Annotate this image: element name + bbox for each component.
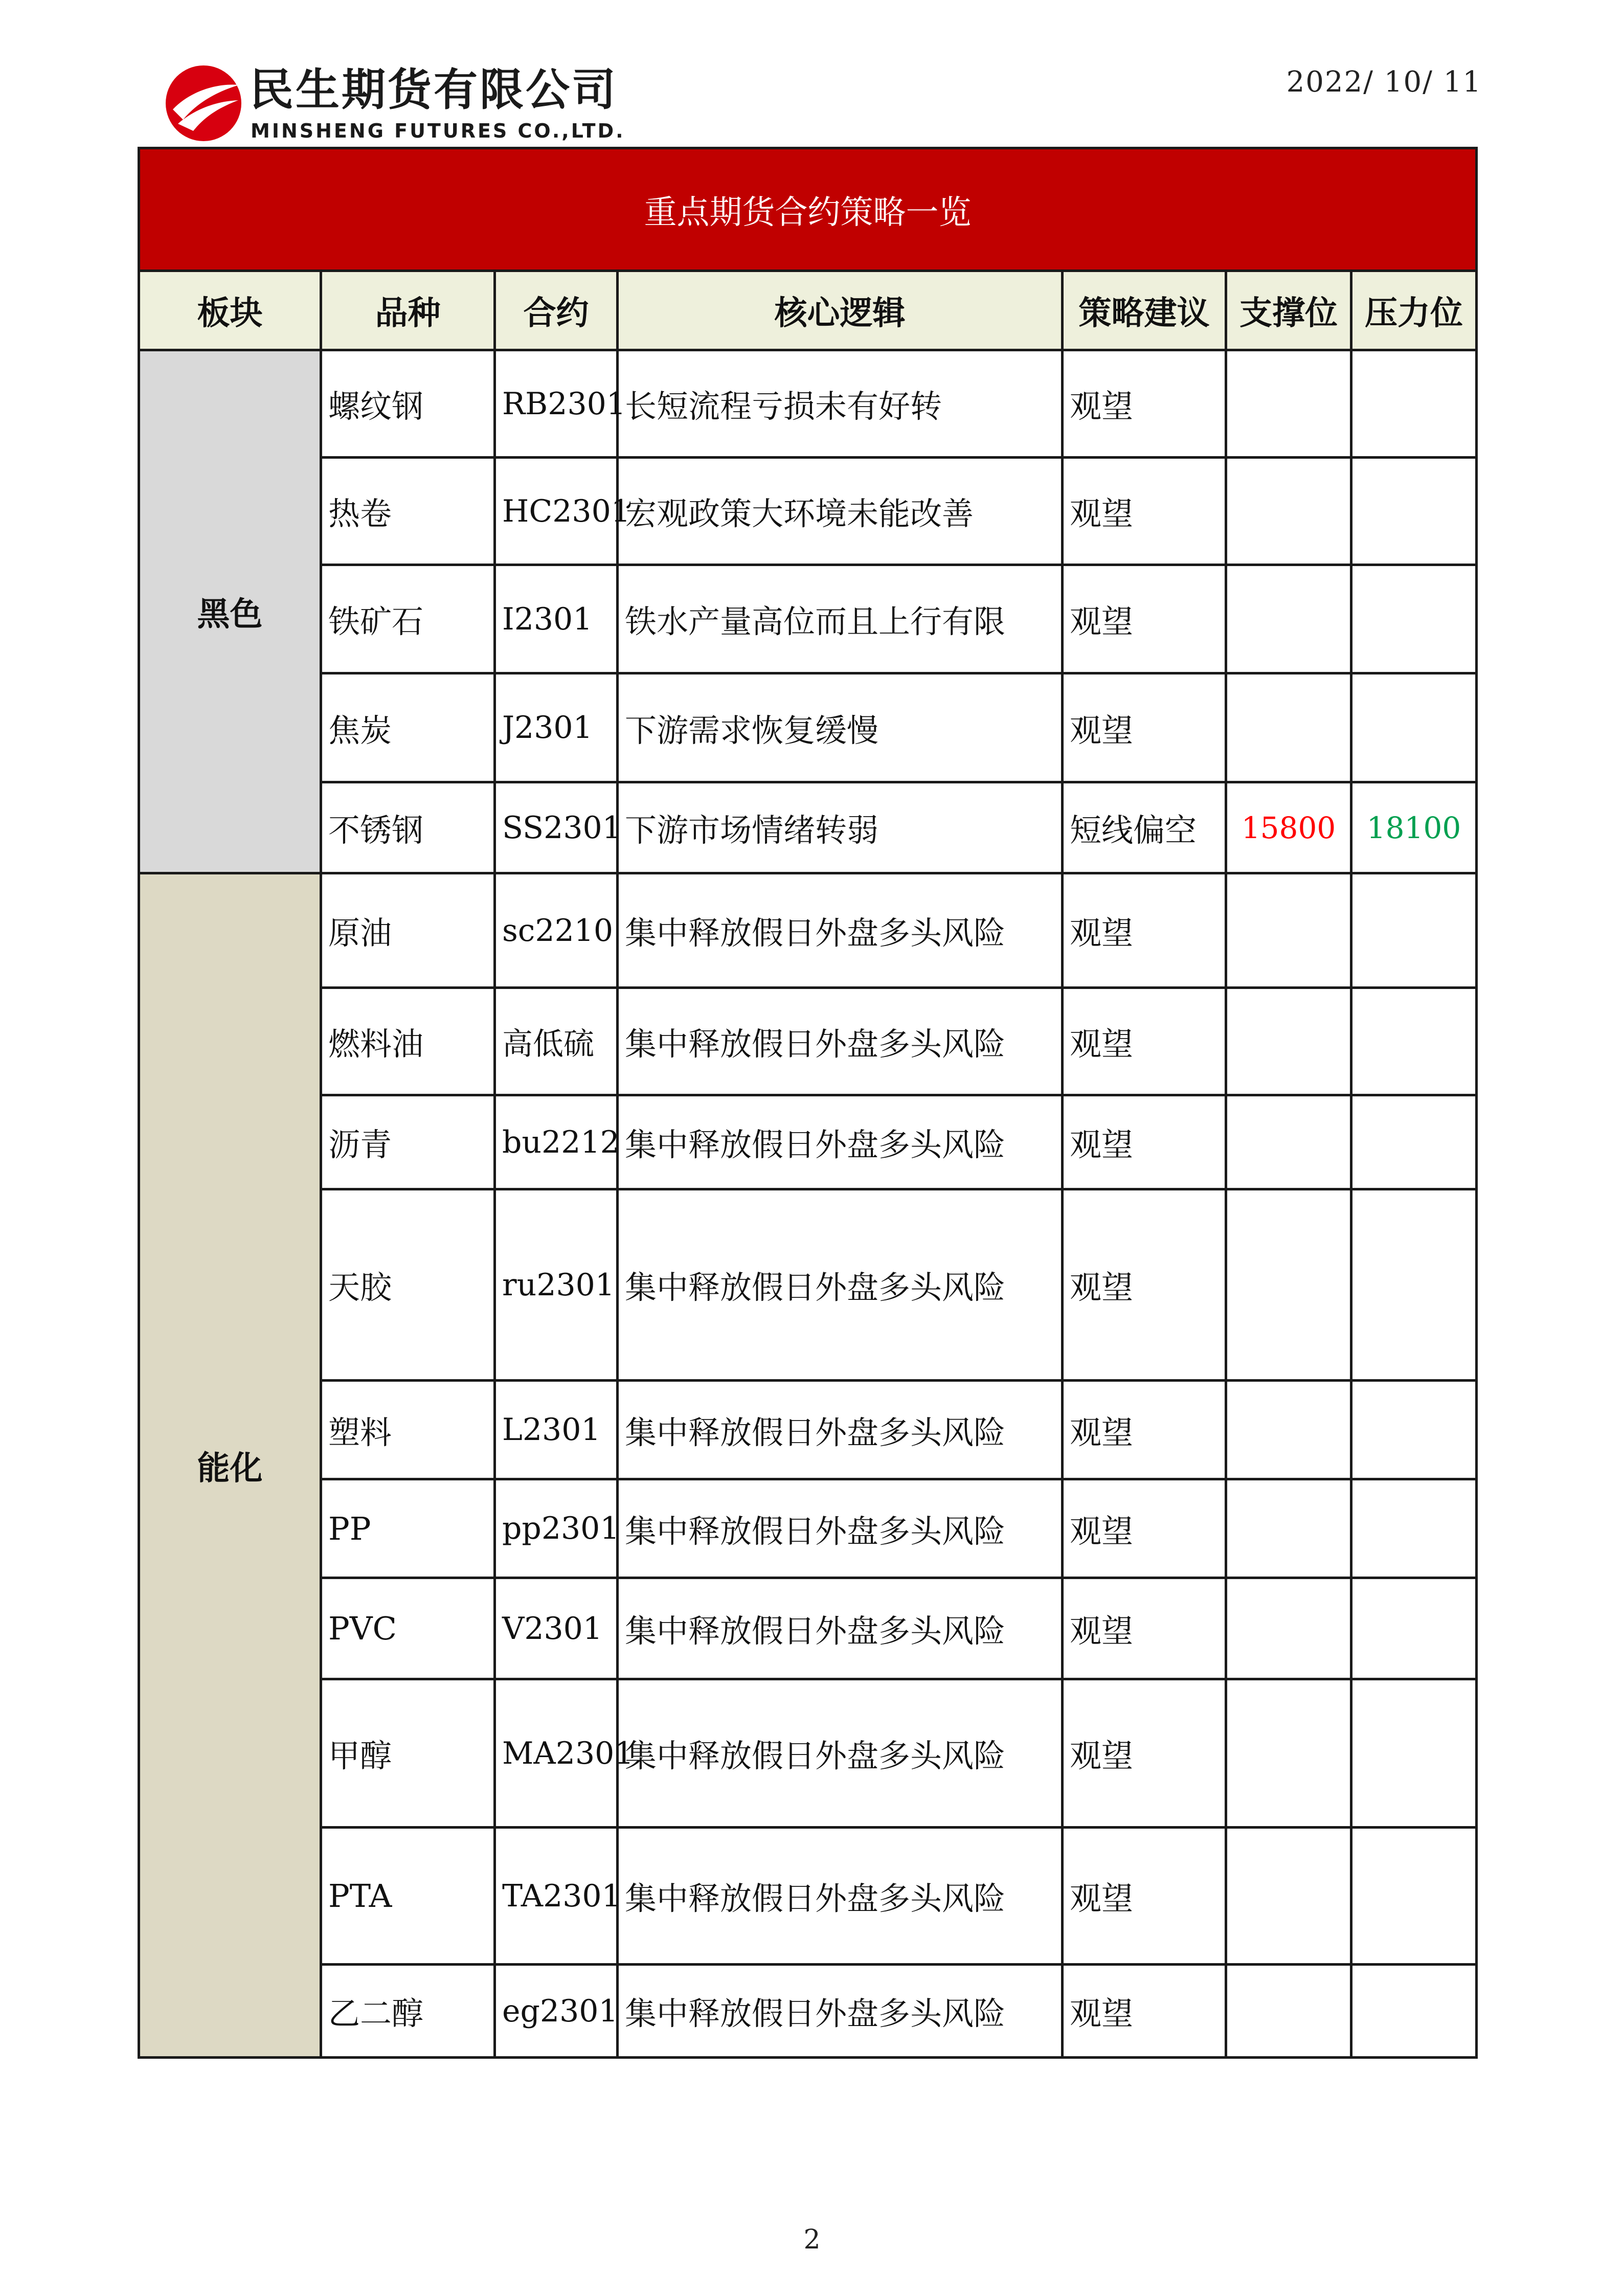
- support-cell: [1226, 873, 1351, 988]
- column-header: 压力位: [1351, 271, 1477, 350]
- logic-cell: 集中释放假日外盘多头风险: [618, 1189, 1063, 1381]
- table-title: 重点期货合约策略一览: [139, 148, 1477, 271]
- strategy-cell: 观望: [1063, 458, 1226, 565]
- variety-cell: 铁矿石: [321, 565, 495, 673]
- pressure-cell: [1351, 1189, 1477, 1381]
- minsheng-logo-icon: [163, 62, 244, 144]
- pressure-cell: [1351, 1578, 1477, 1679]
- contract-cell: eg2301: [495, 1965, 618, 2058]
- strategy-cell: 观望: [1063, 1965, 1226, 2058]
- support-cell: [1226, 673, 1351, 782]
- variety-cell: 螺纹钢: [321, 350, 495, 458]
- strategy-cell: 观望: [1063, 1679, 1226, 1828]
- support-cell: [1226, 1828, 1351, 1965]
- pressure-cell: [1351, 350, 1477, 458]
- variety-cell: PVC: [321, 1578, 495, 1679]
- variety-cell: 天胶: [321, 1189, 495, 1381]
- column-header: 板块: [139, 271, 321, 350]
- logic-cell: 下游需求恢复缓慢: [618, 673, 1063, 782]
- pressure-cell: [1351, 873, 1477, 988]
- table-row: [139, 673, 1477, 782]
- table-title-row: [139, 148, 1477, 271]
- sector-cell-energy: 能化: [139, 873, 321, 2058]
- logic-cell: 集中释放假日外盘多头风险: [618, 1479, 1063, 1578]
- pressure-cell: [1351, 1965, 1477, 2058]
- company-name-cn: 民生期货有限公司: [250, 64, 618, 116]
- contract-cell: TA2301: [495, 1828, 618, 1965]
- pressure-cell: [1351, 1381, 1477, 1479]
- strategy-cell: 观望: [1063, 988, 1226, 1095]
- logic-cell: 集中释放假日外盘多头风险: [618, 1578, 1063, 1679]
- table-row: [139, 1095, 1477, 1189]
- variety-cell: PTA: [321, 1828, 495, 1965]
- strategy-cell: 观望: [1063, 1578, 1226, 1679]
- table-row: [139, 873, 1477, 988]
- pressure-cell: [1351, 565, 1477, 673]
- variety-cell: 热卷: [321, 458, 495, 565]
- contract-cell: ru2301: [495, 1189, 618, 1381]
- table-row: [139, 565, 1477, 673]
- column-header: 合约: [495, 271, 618, 350]
- pressure-cell: [1351, 1479, 1477, 1578]
- pressure-cell: 18100: [1351, 782, 1477, 873]
- column-header: 支撑位: [1226, 271, 1351, 350]
- support-cell: [1226, 565, 1351, 673]
- page-number: 2: [803, 2224, 821, 2255]
- strategy-cell: 观望: [1063, 1381, 1226, 1479]
- logic-cell: 铁水产量高位而且上行有限: [618, 565, 1063, 673]
- contract-cell: HC2301: [495, 458, 618, 565]
- pressure-cell: [1351, 1095, 1477, 1189]
- contract-cell: bu2212: [495, 1095, 618, 1189]
- variety-cell: 沥青: [321, 1095, 495, 1189]
- table-row: [139, 1679, 1477, 1828]
- column-header: 策略建议: [1063, 271, 1226, 350]
- table-row: [139, 1828, 1477, 1965]
- contract-cell: RB2301: [495, 350, 618, 458]
- support-cell: [1226, 1381, 1351, 1479]
- logic-cell: 集中释放假日外盘多头风险: [618, 1965, 1063, 2058]
- strategy-cell: 短线偏空: [1063, 782, 1226, 873]
- strategy-cell: 观望: [1063, 350, 1226, 458]
- support-cell: [1226, 1965, 1351, 2058]
- report-date: 2022/ 10/ 11: [1286, 65, 1482, 99]
- variety-cell: 焦炭: [321, 673, 495, 782]
- contract-cell: J2301: [495, 673, 618, 782]
- contract-cell: MA2301: [495, 1679, 618, 1828]
- support-cell: 15800: [1226, 782, 1351, 873]
- variety-cell: 甲醇: [321, 1679, 495, 1828]
- logic-cell: 集中释放假日外盘多头风险: [618, 988, 1063, 1095]
- logic-cell: 集中释放假日外盘多头风险: [618, 1381, 1063, 1479]
- table-row: [139, 1965, 1477, 2058]
- support-cell: [1226, 988, 1351, 1095]
- contract-cell: pp2301: [495, 1479, 618, 1578]
- strategy-cell: 观望: [1063, 1095, 1226, 1189]
- pressure-cell: [1351, 1828, 1477, 1965]
- company-logo: [163, 62, 648, 149]
- company-name-en: MINSHENG FUTURES CO.,LTD.: [251, 120, 625, 142]
- table-row: [139, 988, 1477, 1095]
- strategy-table: [138, 147, 1478, 2059]
- pressure-cell: [1351, 988, 1477, 1095]
- contract-cell: L2301: [495, 1381, 618, 1479]
- contract-cell: I2301: [495, 565, 618, 673]
- variety-cell: 不锈钢: [321, 782, 495, 873]
- logic-cell: 集中释放假日外盘多头风险: [618, 1828, 1063, 1965]
- logic-cell: 集中释放假日外盘多头风险: [618, 1679, 1063, 1828]
- variety-cell: 乙二醇: [321, 1965, 495, 2058]
- contract-cell: sc2210: [495, 873, 618, 988]
- table-header-row: [139, 271, 1477, 350]
- table-row: [139, 1189, 1477, 1381]
- pressure-cell: [1351, 458, 1477, 565]
- sector-cell-black: 黑色: [139, 350, 321, 873]
- support-cell: [1226, 458, 1351, 565]
- support-cell: [1226, 1479, 1351, 1578]
- strategy-cell: 观望: [1063, 1189, 1226, 1381]
- table-row: [139, 350, 1477, 458]
- strategy-cell: 观望: [1063, 1479, 1226, 1578]
- strategy-cell: 观望: [1063, 565, 1226, 673]
- strategy-cell: 观望: [1063, 1828, 1226, 1965]
- logic-cell: 集中释放假日外盘多头风险: [618, 1095, 1063, 1189]
- support-cell: [1226, 1679, 1351, 1828]
- logic-cell: 长短流程亏损未有好转: [618, 350, 1063, 458]
- logic-cell: 宏观政策大环境未能改善: [618, 458, 1063, 565]
- pressure-cell: [1351, 1679, 1477, 1828]
- contract-cell: 高低硫: [495, 988, 618, 1095]
- column-header: 核心逻辑: [618, 271, 1063, 350]
- table-row: [139, 1578, 1477, 1679]
- contract-cell: V2301: [495, 1578, 618, 1679]
- table-row: [139, 1381, 1477, 1479]
- table-row: [139, 782, 1477, 873]
- logic-cell: 集中释放假日外盘多头风险: [618, 873, 1063, 988]
- variety-cell: 塑料: [321, 1381, 495, 1479]
- support-cell: [1226, 1095, 1351, 1189]
- table-row: [139, 1479, 1477, 1578]
- strategy-cell: 观望: [1063, 873, 1226, 988]
- strategy-cell: 观望: [1063, 673, 1226, 782]
- variety-cell: 原油: [321, 873, 495, 988]
- support-cell: [1226, 1189, 1351, 1381]
- table-row: [139, 458, 1477, 565]
- logic-cell: 下游市场情绪转弱: [618, 782, 1063, 873]
- support-cell: [1226, 350, 1351, 458]
- contract-cell: SS2301: [495, 782, 618, 873]
- variety-cell: PP: [321, 1479, 495, 1578]
- variety-cell: 燃料油: [321, 988, 495, 1095]
- column-header: 品种: [321, 271, 495, 350]
- pressure-cell: [1351, 673, 1477, 782]
- support-cell: [1226, 1578, 1351, 1679]
